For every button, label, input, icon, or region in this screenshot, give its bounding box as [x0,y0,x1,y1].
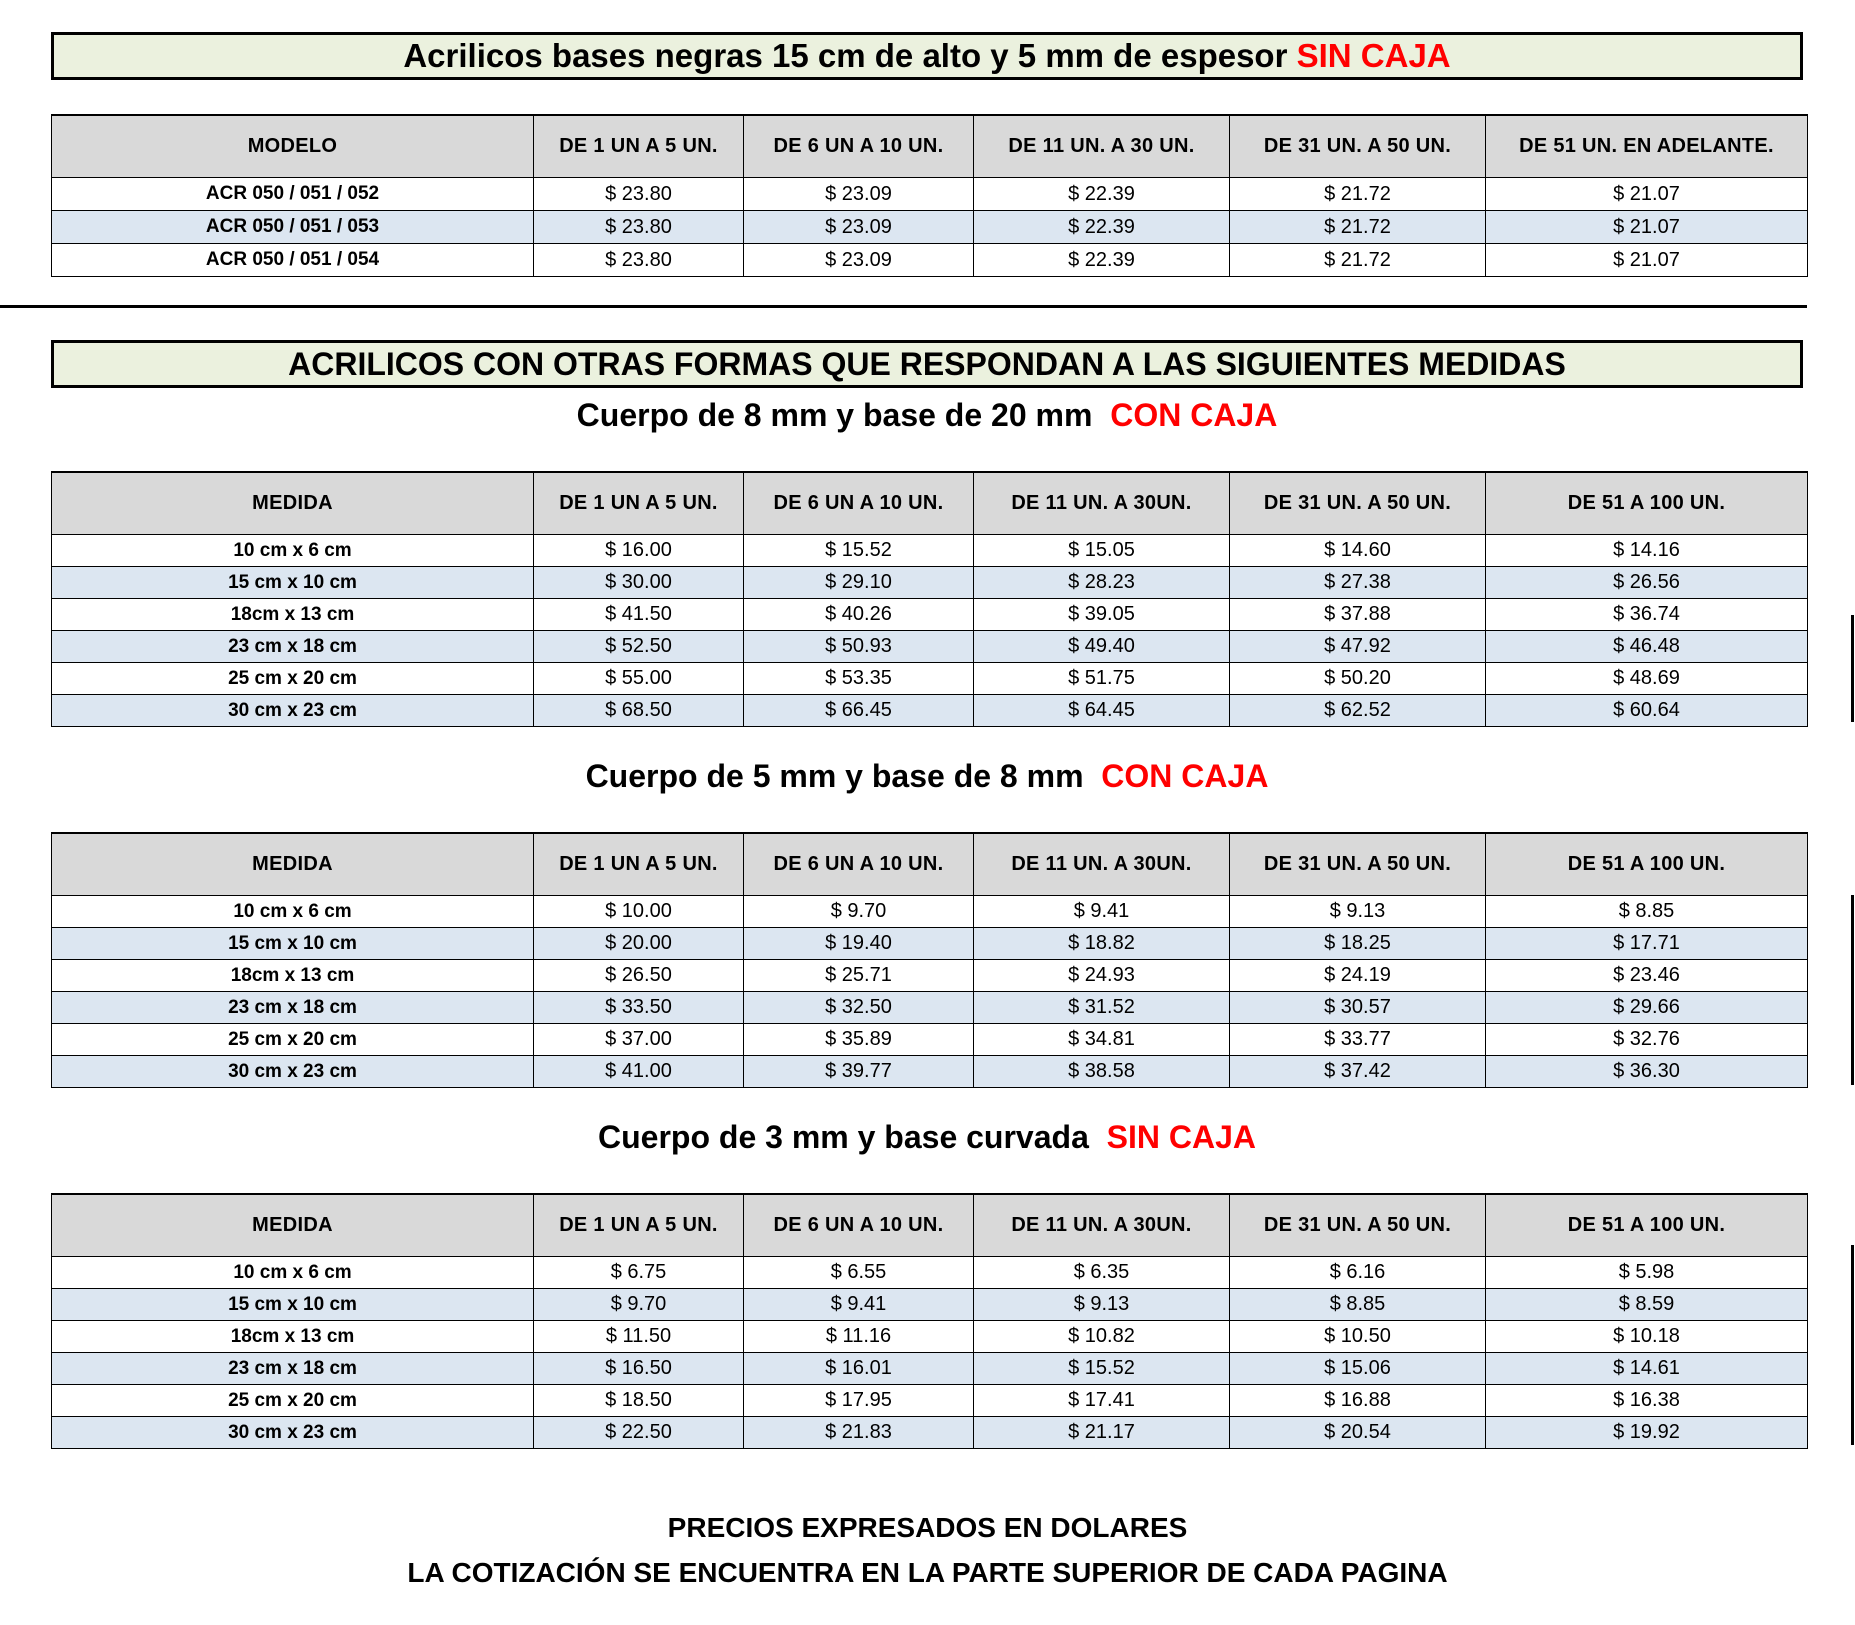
price-cell: $ 8.85 [1230,1289,1486,1321]
price-cell: $ 20.00 [534,928,744,960]
table3-subtitle-highlight: CON CAJA [1101,758,1269,794]
row-label: 15 cm x 10 cm [52,1289,534,1321]
price-cell: $ 66.45 [744,695,974,727]
price-cell: $ 33.50 [534,992,744,1024]
price-cell: $ 38.58 [974,1056,1230,1088]
price-cell: $ 27.38 [1230,567,1486,599]
row-label: 18cm x 13 cm [52,960,534,992]
row-label: 15 cm x 10 cm [52,928,534,960]
column-header-quantity: DE 6 UN A 10 UN. [744,833,974,896]
price-cell: $ 23.09 [744,211,974,244]
column-header-quantity: DE 11 UN. A 30UN. [974,833,1230,896]
edge-line [1851,895,1854,1085]
price-cell: $ 22.39 [974,244,1230,277]
row-label: 30 cm x 23 cm [52,695,534,727]
column-header-quantity: DE 31 UN. A 50 UN. [1230,115,1486,178]
price-cell: $ 41.00 [534,1056,744,1088]
column-header-quantity: DE 31 UN. A 50 UN. [1230,472,1486,535]
table4-subtitle-highlight: SIN CAJA [1106,1119,1256,1155]
price-cell: $ 30.00 [534,567,744,599]
price-cell: $ 23.80 [534,244,744,277]
price-table-5mm [51,832,1808,1088]
price-cell: $ 9.13 [1230,896,1486,928]
price-cell: $ 16.38 [1486,1385,1808,1417]
price-cell: $ 10.18 [1486,1321,1808,1353]
price-cell: $ 22.39 [974,178,1230,211]
table-row [52,244,1808,277]
row-label: 30 cm x 23 cm [52,1417,534,1449]
row-label: 25 cm x 20 cm [52,1385,534,1417]
table-row [52,695,1808,727]
table-row [52,535,1808,567]
column-header-quantity: DE 11 UN. A 30UN. [974,1194,1230,1257]
table-row [52,1024,1808,1056]
price-cell: $ 21.72 [1230,211,1486,244]
table-header-row [52,833,1808,896]
column-header-quantity: DE 11 UN. A 30 UN. [974,115,1230,178]
column-header-quantity: DE 31 UN. A 50 UN. [1230,833,1486,896]
price-cell: $ 50.20 [1230,663,1486,695]
row-label: ACR 050 / 051 / 054 [52,244,534,277]
table-row [52,631,1808,663]
price-cell: $ 17.71 [1486,928,1808,960]
column-header-quantity: DE 6 UN A 10 UN. [744,1194,974,1257]
price-cell: $ 23.46 [1486,960,1808,992]
price-cell: $ 21.07 [1486,244,1808,277]
column-header-label: MODELO [52,115,534,178]
price-cell: $ 16.01 [744,1353,974,1385]
row-label: 23 cm x 18 cm [52,631,534,663]
row-label: 23 cm x 18 cm [52,992,534,1024]
table-row [52,567,1808,599]
price-cell: $ 52.50 [534,631,744,663]
row-label: 25 cm x 20 cm [52,1024,534,1056]
table3-subtitle-text: Cuerpo de 5 mm y base de 8 mm [585,758,1093,794]
price-table-8mm [51,471,1808,727]
table3-subtitle [51,758,1803,795]
price-cell: $ 23.80 [534,211,744,244]
price-cell: $ 23.09 [744,244,974,277]
section2-banner [51,340,1803,388]
price-cell: $ 15.05 [974,535,1230,567]
row-label: 10 cm x 6 cm [52,1257,534,1289]
price-cell: $ 39.77 [744,1056,974,1088]
table-row [52,960,1808,992]
price-cell: $ 33.77 [1230,1024,1486,1056]
price-cell: $ 24.93 [974,960,1230,992]
table-row [52,1257,1808,1289]
price-cell: $ 6.35 [974,1257,1230,1289]
price-cell: $ 14.16 [1486,535,1808,567]
table2-subtitle-text: Cuerpo de 8 mm y base de 20 mm [576,397,1102,433]
table4-subtitle [51,1119,1803,1156]
column-header-quantity: DE 1 UN A 5 UN. [534,472,744,535]
table-header-row [52,115,1808,178]
column-header-label: MEDIDA [52,472,534,535]
price-cell: $ 29.10 [744,567,974,599]
table-row [52,599,1808,631]
price-cell: $ 6.75 [534,1257,744,1289]
price-cell: $ 51.75 [974,663,1230,695]
price-cell: $ 55.00 [534,663,744,695]
price-cell: $ 15.52 [744,535,974,567]
table-header-row [52,1194,1808,1257]
table-row [52,1289,1808,1321]
price-cell: $ 22.50 [534,1417,744,1449]
price-cell: $ 9.13 [974,1289,1230,1321]
row-label: ACR 050 / 051 / 052 [52,178,534,211]
column-header-quantity: DE 51 A 100 UN. [1486,1194,1808,1257]
price-cell: $ 17.41 [974,1385,1230,1417]
price-cell: $ 49.40 [974,631,1230,663]
price-cell: $ 9.70 [534,1289,744,1321]
column-header-quantity: DE 1 UN A 5 UN. [534,1194,744,1257]
price-cell: $ 8.85 [1486,896,1808,928]
price-cell: $ 62.52 [1230,695,1486,727]
section1-banner [51,32,1803,80]
column-header-quantity: DE 31 UN. A 50 UN. [1230,1194,1486,1257]
section1-banner-text: Acrilicos bases negras 15 cm de alto y 5 mm de espesor [403,37,1288,74]
price-cell: $ 24.19 [1230,960,1486,992]
price-cell: $ 19.40 [744,928,974,960]
price-cell: $ 11.16 [744,1321,974,1353]
price-cell: $ 21.07 [1486,211,1808,244]
price-cell: $ 21.07 [1486,178,1808,211]
price-cell: $ 37.42 [1230,1056,1486,1088]
row-label: 23 cm x 18 cm [52,1353,534,1385]
row-label: 10 cm x 6 cm [52,535,534,567]
price-cell: $ 31.52 [974,992,1230,1024]
price-cell: $ 10.50 [1230,1321,1486,1353]
price-cell: $ 46.48 [1486,631,1808,663]
price-cell: $ 18.25 [1230,928,1486,960]
price-cell: $ 23.09 [744,178,974,211]
price-cell: $ 34.81 [974,1024,1230,1056]
edge-line [1851,1245,1854,1445]
price-cell: $ 18.50 [534,1385,744,1417]
price-cell: $ 15.06 [1230,1353,1486,1385]
price-cell: $ 9.70 [744,896,974,928]
column-header-quantity: DE 6 UN A 10 UN. [744,115,974,178]
table-row [52,1417,1808,1449]
table-row [52,1321,1808,1353]
section2-banner-text: ACRILICOS CON OTRAS FORMAS QUE RESPONDAN A LAS SIGUIENTES MEDIDAS [288,345,1566,382]
price-cell: $ 16.00 [534,535,744,567]
price-cell: $ 10.00 [534,896,744,928]
table2-subtitle [51,397,1803,434]
price-cell: $ 36.74 [1486,599,1808,631]
price-cell: $ 21.17 [974,1417,1230,1449]
row-label: 25 cm x 20 cm [52,663,534,695]
price-cell: $ 9.41 [744,1289,974,1321]
section1-banner-highlight: SIN CAJA [1296,37,1451,74]
price-cell: $ 64.45 [974,695,1230,727]
price-cell: $ 32.50 [744,992,974,1024]
price-cell: $ 21.72 [1230,178,1486,211]
price-cell: $ 26.50 [534,960,744,992]
column-header-quantity: DE 51 UN. EN ADELANTE. [1486,115,1808,178]
price-cell: $ 47.92 [1230,631,1486,663]
price-cell: $ 6.55 [744,1257,974,1289]
price-cell: $ 29.66 [1486,992,1808,1024]
price-cell: $ 18.82 [974,928,1230,960]
column-header-quantity: DE 11 UN. A 30UN. [974,472,1230,535]
price-table-modelos [51,114,1808,277]
row-label: 18cm x 13 cm [52,599,534,631]
price-cell: $ 22.39 [974,211,1230,244]
table-row [52,1056,1808,1088]
table-row [52,992,1808,1024]
price-cell: $ 48.69 [1486,663,1808,695]
price-cell: $ 37.88 [1230,599,1486,631]
table-row [52,1385,1808,1417]
price-cell: $ 28.23 [974,567,1230,599]
column-header-quantity: DE 51 A 100 UN. [1486,472,1808,535]
price-cell: $ 60.64 [1486,695,1808,727]
section-divider [0,305,1807,308]
price-cell: $ 6.16 [1230,1257,1486,1289]
price-cell: $ 37.00 [534,1024,744,1056]
row-label: ACR 050 / 051 / 053 [52,211,534,244]
footer-quote-note: LA COTIZACIÓN SE ENCUENTRA EN LA PARTE SUPERIOR DE CADA PAGINA [407,1557,1448,1588]
price-cell: $ 21.83 [744,1417,974,1449]
price-cell: $ 41.50 [534,599,744,631]
price-table-3mm [51,1193,1808,1449]
price-cell: $ 23.80 [534,178,744,211]
table-row [52,928,1808,960]
column-header-quantity: DE 6 UN A 10 UN. [744,472,974,535]
column-header-label: MEDIDA [52,833,534,896]
price-cell: $ 10.82 [974,1321,1230,1353]
table-row [52,178,1808,211]
table-row [52,211,1808,244]
price-cell: $ 39.05 [974,599,1230,631]
edge-line [1851,615,1854,722]
price-cell: $ 32.76 [1486,1024,1808,1056]
price-cell: $ 36.30 [1486,1056,1808,1088]
table4-subtitle-text: Cuerpo de 3 mm y base curvada [598,1119,1098,1155]
price-cell: $ 50.93 [744,631,974,663]
price-cell: $ 16.88 [1230,1385,1486,1417]
table-row [52,896,1808,928]
price-cell: $ 11.50 [534,1321,744,1353]
price-cell: $ 19.92 [1486,1417,1808,1449]
price-cell: $ 9.41 [974,896,1230,928]
row-label: 30 cm x 23 cm [52,1056,534,1088]
price-cell: $ 68.50 [534,695,744,727]
price-cell: $ 25.71 [744,960,974,992]
footer-currency-note: PRECIOS EXPRESADOS EN DOLARES [667,1512,1188,1543]
row-label: 15 cm x 10 cm [52,567,534,599]
price-cell: $ 21.72 [1230,244,1486,277]
column-header-quantity: DE 1 UN A 5 UN. [534,833,744,896]
price-cell: $ 14.61 [1486,1353,1808,1385]
column-header-label: MEDIDA [52,1194,534,1257]
price-cell: $ 17.95 [744,1385,974,1417]
row-label: 10 cm x 6 cm [52,896,534,928]
price-cell: $ 8.59 [1486,1289,1808,1321]
price-cell: $ 5.98 [1486,1257,1808,1289]
price-cell: $ 40.26 [744,599,974,631]
price-cell: $ 14.60 [1230,535,1486,567]
table2-subtitle-highlight: CON CAJA [1110,397,1278,433]
price-cell: $ 16.50 [534,1353,744,1385]
price-cell: $ 20.54 [1230,1417,1486,1449]
price-cell: $ 53.35 [744,663,974,695]
table-header-row [52,472,1808,535]
table-row [52,1353,1808,1385]
column-header-quantity: DE 51 A 100 UN. [1486,833,1808,896]
price-cell: $ 26.56 [1486,567,1808,599]
row-label: 18cm x 13 cm [52,1321,534,1353]
column-header-quantity: DE 1 UN A 5 UN. [534,115,744,178]
price-cell: $ 30.57 [1230,992,1486,1024]
price-cell: $ 35.89 [744,1024,974,1056]
price-cell: $ 15.52 [974,1353,1230,1385]
table-row [52,663,1808,695]
